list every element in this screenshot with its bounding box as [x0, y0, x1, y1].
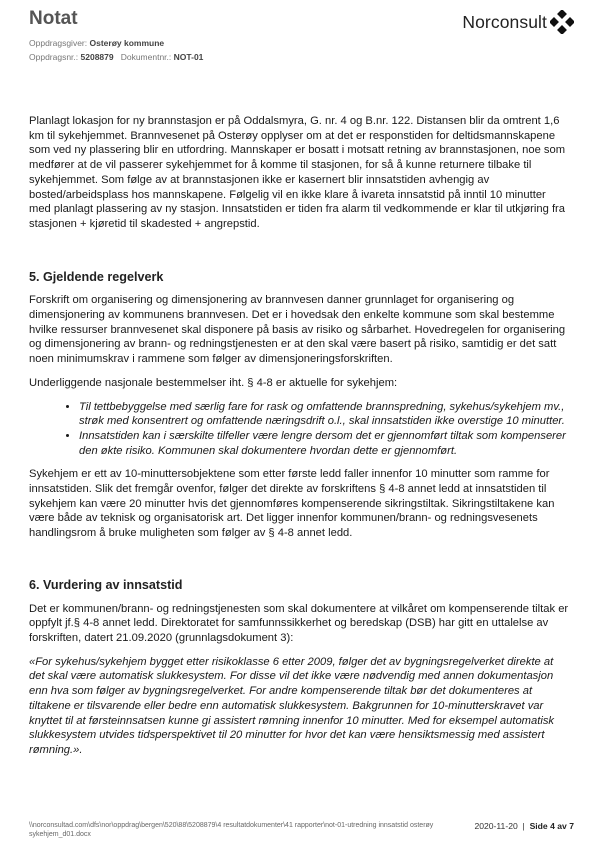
norconsult-logo — [462, 10, 574, 34]
list-item: • Til tettbebyggelse med særlig fare for rask og omfattende brannspredning, sykehus/sykehjem mv., strøk med konsentrert og omfattende næringsdrift o.l., skal innsatstiden ikke overstige 10 minutter. — [79, 400, 569, 429]
intro-paragraph: Planlagt lokasjon for ny brannstasjon er på Oddalsmyra, G. nr. 4 og B.nr. 122. Distansen blir da omtrent 1,6 km til sykehjemmet. Brannvesenet på Osterøy opplyser om at det er responstiden for deltidsmannskapene som ved ny plassering blir en utfordring. Mannskaper er bosatt i motsatt retning av brannstasjonen, noe som medfører at de vil passerer sykehjemmet for å komme til stasjonen, for så å kunne returnere tilbake til sykehjemmet. Som følge av at brannstasjonen ikke er kasernert blir innsatstiden avhengig av bosted/arbeidsplass hos mannskapene. Følgelig vil en ikke klare å ivareta innsatstid på inntil 10 minutter med planlagt plassering av ny stasjon. Innsatstiden er tiden fra alarm til vedkommende er klar til utkjøring fra stasjonen + kjøretid til skadested + angrepstid. — [29, 115, 566, 230]
list-item: • Innsatstiden kan i særskilte tilfeller være lengre dersom det er gjennomført tiltak som kompenserer den økte risiko. Kommunen skal dokumentere hvordan dette er gjennomført. — [79, 429, 569, 458]
section-6-heading: 6. Vurdering av innsatstid — [29, 577, 183, 592]
section-6-paragraph-1: Det er kommunen/brann- og redningstjenesten som skal dokumentere at vilkåret om kompenserende tiltak er oppfylt jf.§ 4-8 annet ledd. Direktoratet for samfunnssikkerhet og beredskap (DSB) har gitt en uttalelse av forskriften, datert 21.09.2020 (grunnlagsdokument 3): — [29, 602, 569, 644]
client-line — [29, 38, 164, 48]
document-number-value: NOT-01 — [173, 52, 204, 62]
logo-text: Norconsult — [462, 11, 547, 32]
section-5-paragraph-2: Underliggende nasjonale bestemmelser iht. § 4-8 er aktuelle for sykehjem: — [29, 376, 398, 389]
document-body — [29, 114, 569, 758]
requirements-list — [29, 400, 569, 459]
norconsult-diamond-logo-icon — [550, 10, 574, 34]
page-number: Side 4 av 7 — [529, 821, 574, 831]
client-label: Oppdragsgiver: — [29, 38, 88, 48]
section-5-paragraph-1: Forskrift om organisering og dimensjonering av brannvesen danner grunnlaget for organisering og dimensjonering av kommunens brannvesen. Det er i hovedsak den enkelte kommune som skal bestemme hvilke ressurser brannvesenet skal disponere på basis av risiko og sårbarhet. Hovedregelen for organisering og dimensjonering av brann- og redningstjenesten er at den skal være basert på risiko, samtidig er det satt noen minimumskrav i rammene som følger av dimensjoneringsforskriften. — [29, 294, 566, 366]
document-type-title: Notat — [29, 8, 78, 29]
document-number-label: Dokumentnr.: — [120, 52, 172, 62]
order-number-value: 5208879 — [80, 52, 114, 62]
footer-separator: | — [522, 821, 525, 831]
document-numbers-line — [29, 52, 203, 62]
page-header — [29, 8, 574, 68]
document-date: 2020-11-20 — [474, 821, 518, 831]
footer-page-info — [474, 821, 574, 831]
page-footer — [29, 821, 574, 845]
section-5-paragraph-3: Sykehjem er ett av 10-minuttersobjektene som etter første ledd faller innenfor 10 minutter som ramme for innsatstiden. Slik det fremgår ovenfor, følger det direkte av forskriftens § 4-8 annet ledd at innsatstiden til sykehjem kan være 20 minutter hvis det gjennomføres kompenserende sikringstiltak. Sikringstiltakene kan være både av teknisk og organisatorisk art. Det ligger innenfor kommunen/brann- og redningsvesenets handlingsrom å bruke muligheten som følger av § 4-8 annet ledd. — [29, 468, 555, 540]
file-path: \\norconsultad.com\dfs\nor\oppdrag\bergen\520\88\5208879\4 resultatdokumenter\41 rapporter\not-01-utredning innsatstid osterøy sykehjem_d01.docx — [29, 822, 434, 838]
order-number-label: Oppdragsnr.: — [29, 52, 79, 62]
dsb-quote: «For sykehus/sykehjem bygget etter risikoklasse 6 etter 2009, følger det av bygningsregelverket direkte at det skal være automatisk slukkesystem. For disse vil det ikke være nødvendig med annen dokumentasjon enn hva som følger av bygningsregelverket. For andre kompenserende tiltak bør det dokumenteres at tiltakene er tilsvarende eller bedre enn automatisk slukkesystem. Bakgrunnen for 10-minutterskravet var knyttet til at førsteinnsatsen kunne gi assistert rømning innenfor 10 minutter. Med for eksempel automatisk slukkesystem utvides tidsperspektivet til 20 minutter for hvor det kan være hensiktsmessig med assistert rømning.». — [29, 655, 555, 756]
client-value: Osterøy kommune — [89, 38, 165, 48]
section-5-heading: 5. Gjeldende regelverk — [29, 269, 164, 284]
